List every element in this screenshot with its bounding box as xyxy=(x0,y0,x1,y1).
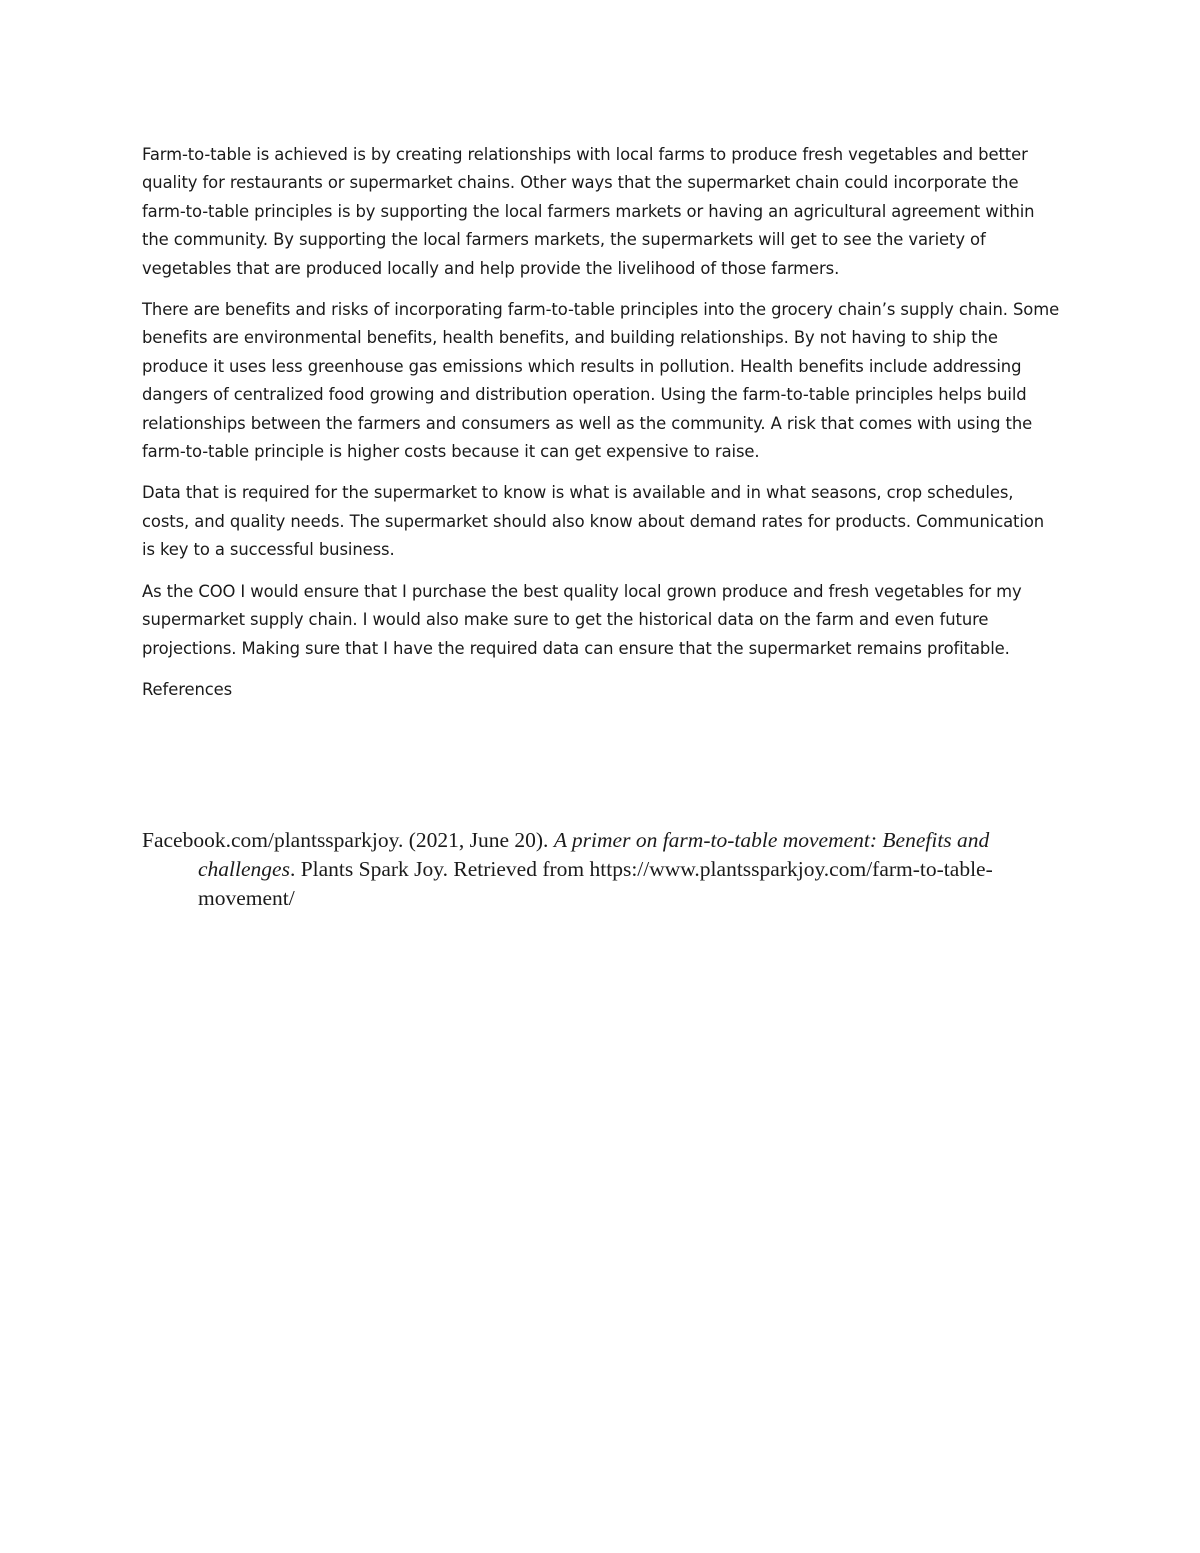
reference-author-date: Facebook.com/plantssparkjoy. (2021, June 20). xyxy=(142,828,554,852)
reference-entry xyxy=(142,826,1062,913)
paragraph-data-required: Data that is required for the supermarket to know is what is available and in what seasons, crop schedules, costs, and quality needs. The supermarket should also know about demand rates for products. Communication is key to a successful business. xyxy=(142,483,1045,560)
paragraph-intro: Farm-to-table is achieved is by creating relationships with local farms to produce fresh vegetables and better quality for restaurants or supermarket chains. Other ways that the supermarket chain could incorporate the farm-to-table principles is by supporting the local farmers markets or having an agricultural agreement within the community. By supporting the local farmers markets, the supermarkets will get to see the variety of vegetables that are produced locally and help provide the livelihood of those farmers. xyxy=(142,145,1035,278)
reference-title: A primer on farm-to-table movement: Benefits and challenges xyxy=(198,828,990,881)
document-body xyxy=(142,141,1062,717)
paragraph-coo: As the COO I would ensure that I purchase the best quality local grown produce and fresh vegetables for my supermarket supply chain. I would also make sure to get the historical data on the farm and even future projections. Making sure that I have the required data can ensure that the supermarket remains profitable. xyxy=(142,581,1022,658)
paragraph-benefits-risks: There are benefits and risks of incorporating farm-to-table principles into the grocery chain’s supply chain. Some benefits are environmental benefits, health benefits, and building relationships. By not having to ship the produce it uses less greenhouse gas emissions which results in pollution. Health benefits include addressing dangers of centralized food growing and distribution operation. Using the farm-to-table principles helps build relationships between the farmers and consumers as well as the community. A risk that comes with using the farm-to-table principle is higher costs because it can get expensive to raise. xyxy=(142,300,1060,462)
reference-source: . Plants Spark Joy. Retrieved from https://www.plantssparkjoy.com/farm-to-table-movement/ xyxy=(198,857,993,910)
references-heading: References xyxy=(142,679,233,699)
